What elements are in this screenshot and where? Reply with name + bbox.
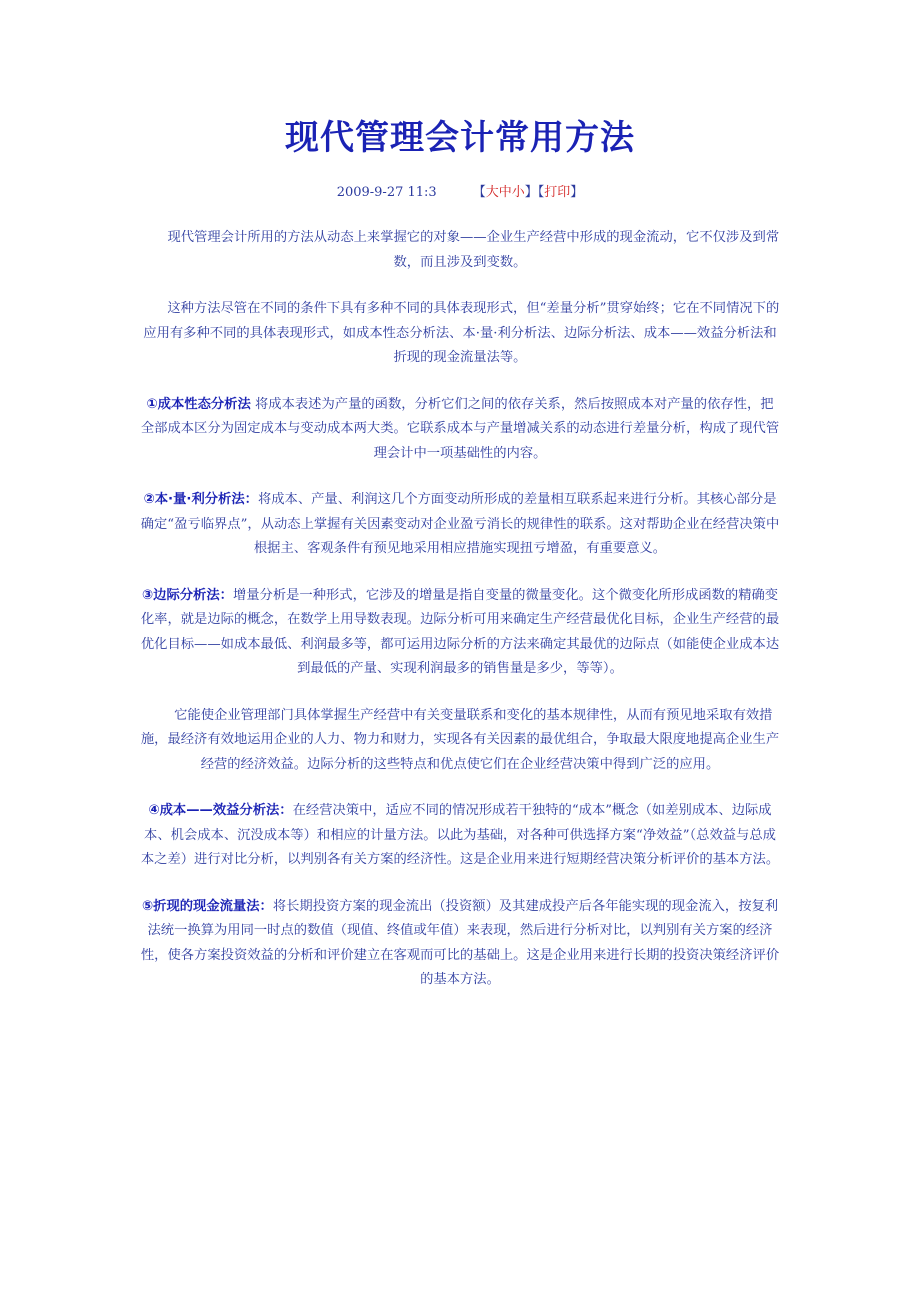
section-heading: ①成本性态分析法 xyxy=(146,396,251,412)
section-heading: ②本·量·利分析法： xyxy=(143,492,258,507)
font-size-link[interactable]: 大中小 xyxy=(485,185,525,200)
paragraph-text: 将长期投资方案的现金流出（投资额）及其建成投产后各年能实现的现金流入，按复利法统一换算为用同一时点的数值（现值、终值或年值）来表现，然后进行分析对比，以判别有关方案的经济性，使各方案投资效益的分析和评价建立在客观而可比的基础上。这是企业用来进行长期的投资决策经济评价的基本方法。 xyxy=(140,898,780,987)
article-body xyxy=(140,226,780,1015)
section-heading: ⑤折现的现金流量法： xyxy=(141,898,273,914)
paragraph-text: 增量分析是一种形式，它涉及的增量是指自变量的微量变化。这个微变化所形成函数的精确变化率，就是边际的概念，在数学上用导数表现。边际分析可用来确定生产经营最优化目标，企业生产经营的最优化目标——如成本最低、利润最多等，都可运用边际分析的方法来确定其最优的边际点（如能使企业成本达到最低的产量、实现利润最多的销售量是多少，等等）。 xyxy=(140,587,780,676)
paragraph-cvp xyxy=(140,488,780,562)
print-link[interactable]: 打印 xyxy=(544,185,571,200)
bracket-open: 【 xyxy=(472,185,486,200)
paragraph-text: 将成本、产量、利润这几个方面变动所形成的差量相互联系起来进行分析。其核心部分是确定“盈亏临界点”，从动态上掌握有关因素变动对企业盈亏消长的规律性的联系。这对帮助企业在经营决策中根据主、客观条件有预见地采用相应措施实现扭亏增盈，有重要意义。 xyxy=(140,492,780,556)
paragraph-overview xyxy=(140,297,780,371)
bracket-close: 】 xyxy=(570,185,584,200)
page-title: 现代管理会计常用方法 xyxy=(285,118,635,158)
paragraph-marginal-benefits xyxy=(140,704,780,778)
paragraph-text: 将成本表述为产量的函数，分析它们之间的依存关系，然后按照成本对产量的依存性，把全部成本区分为固定成本与变动成本两大类。它联系成本与产量增减关系的动态进行差量分析，构成了现代管理会计中一项基础性的内容。 xyxy=(140,396,780,461)
paragraph-cost-behavior xyxy=(140,393,780,467)
paragraph-text: 这种方法尽管在不同的条件下具有多种不同的具体表现形式，但“差量分析”贯穿始终；它在不同情况下的应用有多种不同的具体表现形式，如成本性态分析法、本·量·利分析法、边际分析法、成本——效益分析法和折现的现金流量法等。 xyxy=(143,301,780,365)
section-heading: ③边际分析法： xyxy=(141,587,233,603)
paragraph-marginal xyxy=(140,584,780,682)
paragraph-intro xyxy=(140,226,780,275)
paragraph-text: 在经营决策中，适应不同的情况形成若干独特的“成本”概念（如差别成本、边际成本、机会成本、沉没成本等）和相应的计量方法。以此为基础，对各种可供选择方案“净效益”（总效益与总成本之差）进行对比分析，以判别各有关方案的经济性。这是企业用来进行短期经营决策分析评价的基本方法。 xyxy=(140,803,780,867)
paragraph-text: 它能使企业管理部门具体掌握生产经营中有关变量联系和变化的基本规律性，从而有预见地采取有效措施，最经济有效地运用企业的人力、物力和财力，实现各有关因素的最优组合，争取最大限度地提高企业生产经营的经济效益。边际分析的这些特点和优点使它们在企业经营决策中得到广泛的应用。 xyxy=(140,707,780,772)
section-heading: ④成本——效益分析法： xyxy=(148,803,293,818)
bracket-open: 【 xyxy=(537,185,545,200)
paragraph-text: 现代管理会计所用的方法从动态上来掌握它的对象——企业生产经营中形成的现金流动，它不仅涉及到常数，而且涉及到变数。 xyxy=(167,230,780,270)
publish-date: 2009-9-27 11:3 xyxy=(336,185,437,200)
bracket-close: 】 xyxy=(524,185,538,200)
paragraph-dcf xyxy=(140,895,780,993)
paragraph-cost-benefit xyxy=(140,799,780,873)
article-meta xyxy=(140,183,780,203)
